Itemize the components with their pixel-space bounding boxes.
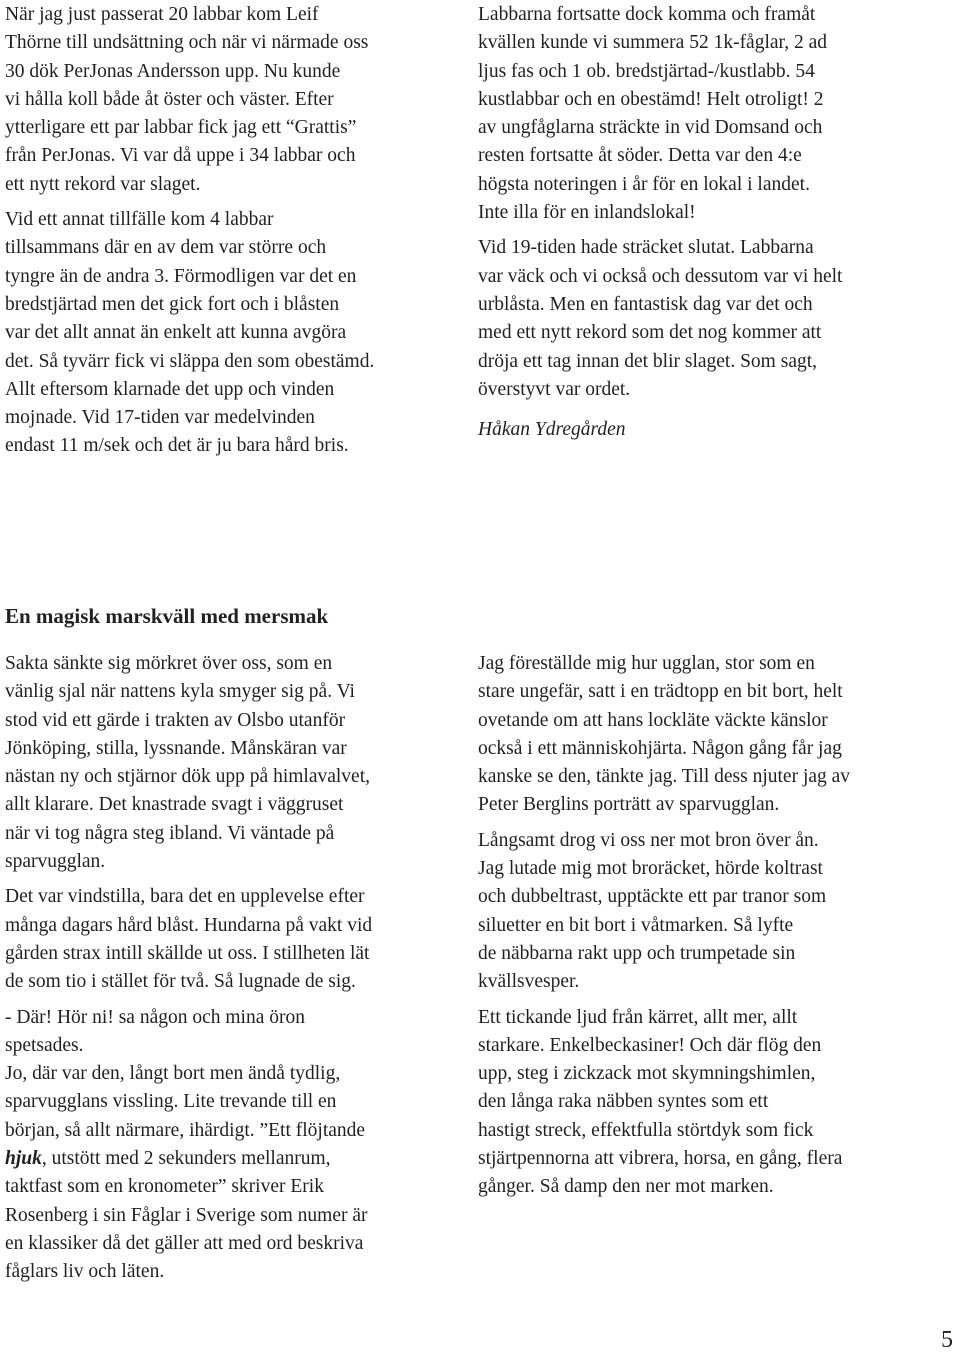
paragraph: Det var vindstilla, bara det en upplevelse efter många dagars hård blåst. Hundarna på vakt vid gården strax intill skällde ut oss. I stillheten lät de som tio i stället för två. Så lugnade de sig. <box>5 886 373 993</box>
paragraph: Vid ett annat tillfälle kom 4 labbar tillsammans där en av dem var större och tyngre än de andra 3. Förmodligen var det en bredstjärtad men det gick fort och i blåsten var det allt annat än enkelt att kunna avgöra det. Så tyvärr fick vi släppa den som obestämd. Allt eftersom klarnade det upp och vinden mojnade. Vid 17-tiden var medelvinden endast 11 m/sek och det är ju bara hård bris. <box>5 209 375 457</box>
paragraph <box>5 1060 455 1286</box>
emphasized-word: hjuk <box>5 1148 42 1170</box>
paragraph: Vid 19-tiden hade sträcket slutat. Labbarna var väck och vi också och dessutom var vi helt urblåsta. Men en fantastisk dag var det och med ett nytt rekord som det nog kommer att dröja ett tag innan det blir slaget. Som sagt, överstyvt var ordet. <box>478 237 843 400</box>
paragraph: Långsamt drog vi oss ner mot bron över ån. Jag lutade mig mot broräcket, hörde koltrast och dubbeltrast, upptäckte ett par tranor som siluetter en bit bort i våtmarken. Så lyfte de näbbarna rakt upp och trumpetade sin kvällsvesper. <box>478 829 827 993</box>
upper-article-right-column <box>478 1 948 444</box>
text-run: Jo, där var den, långt bort men ändå tydlig, sparvugglans vissling. Lite trevande till en början, så allt närmare, ihärdigt. ”Ett flöjtande <box>5 1063 366 1141</box>
paragraph: Ett tickande ljud från kärret, allt mer, allt starkare. Enkelbeckasiner! Och där flög den upp, steg i zickzack mot skymningshimlen, den långa raka näbben syntes som ett hastigt streck, effektfulla störtdyk som fick stjärtpennorna att vibrera, horsa, en gång, flera gånger. Så damp den ner mot marken. <box>478 1006 843 1198</box>
paragraph: - Där! Hör ni! sa någon och mina öron spetsades. <box>5 1006 305 1056</box>
author-signature: Håkan Ydregården <box>478 419 626 441</box>
lower-article-right-column <box>478 650 948 1202</box>
article-title: En magisk marskväll med mersmak <box>5 604 329 628</box>
upper-article-left-column <box>5 1 455 461</box>
paragraph: Sakta sänkte sig mörkret över oss, som en vänlig sjal när nattens kyla smyger sig på. Vi stod vid ett gärde i trakten av Olsbo utanför Jönköping, stilla, lyssnande. Månskäran var nästan ny och stjärnor dök upp på himlavalvet, allt klarare. Det knastrade svagt i väggruset när vi tog några steg ibland. Vi väntade på sparvugglan. <box>5 653 370 873</box>
paragraph: Jag föreställde mig hur ugglan, stor som en stare ungefär, satt i en trädtopp en bit bort, helt ovetande om att hans lockläte väckte känslor också i ett människohjärta. Någon gång får jag kanske se den, tänkte jag. Till dess njuter jag av Peter Berglins porträtt av sparvugglan. <box>478 653 851 816</box>
paragraph: När jag just passerat 20 labbar kom Leif Thörne till undsättning och när vi närmade oss 30 dök PerJonas Andersson upp. Nu kunde vi hålla koll både åt öster och väster. Efter ytterligare ett par labbar fick jag ett “Grattis” från PerJonas. Vi var då uppe i 34 labbar och ett nytt rekord var slaget. <box>5 4 369 195</box>
page-number: 5 <box>941 1327 953 1353</box>
text-run: , utstött med 2 sekunders mellanrum, taktfast som en kronometer” skriver Erik Rosenberg i sin Fåglar i Sverige som numer är en klassiker då det gäller att med ord beskriva fåglars liv och läten. <box>5 1148 368 1283</box>
lower-article-left-column <box>5 650 455 1287</box>
paragraph: Labbarna fortsatte dock komma och framåt kvällen kunde vi summera 52 1k-fåglar, 2 ad ljus fas och 1 ob. bredstjärtad-/kustlabb. 54 kustlabbar och en obestämd! Helt otroligt! 2 av ungfåglarna sträckte in vid Domsand och resten fortsatte åt söder. Detta var den 4:e högsta noteringen i år för en lokal i landet. Inte illa för en inlandslokal! <box>478 4 828 224</box>
